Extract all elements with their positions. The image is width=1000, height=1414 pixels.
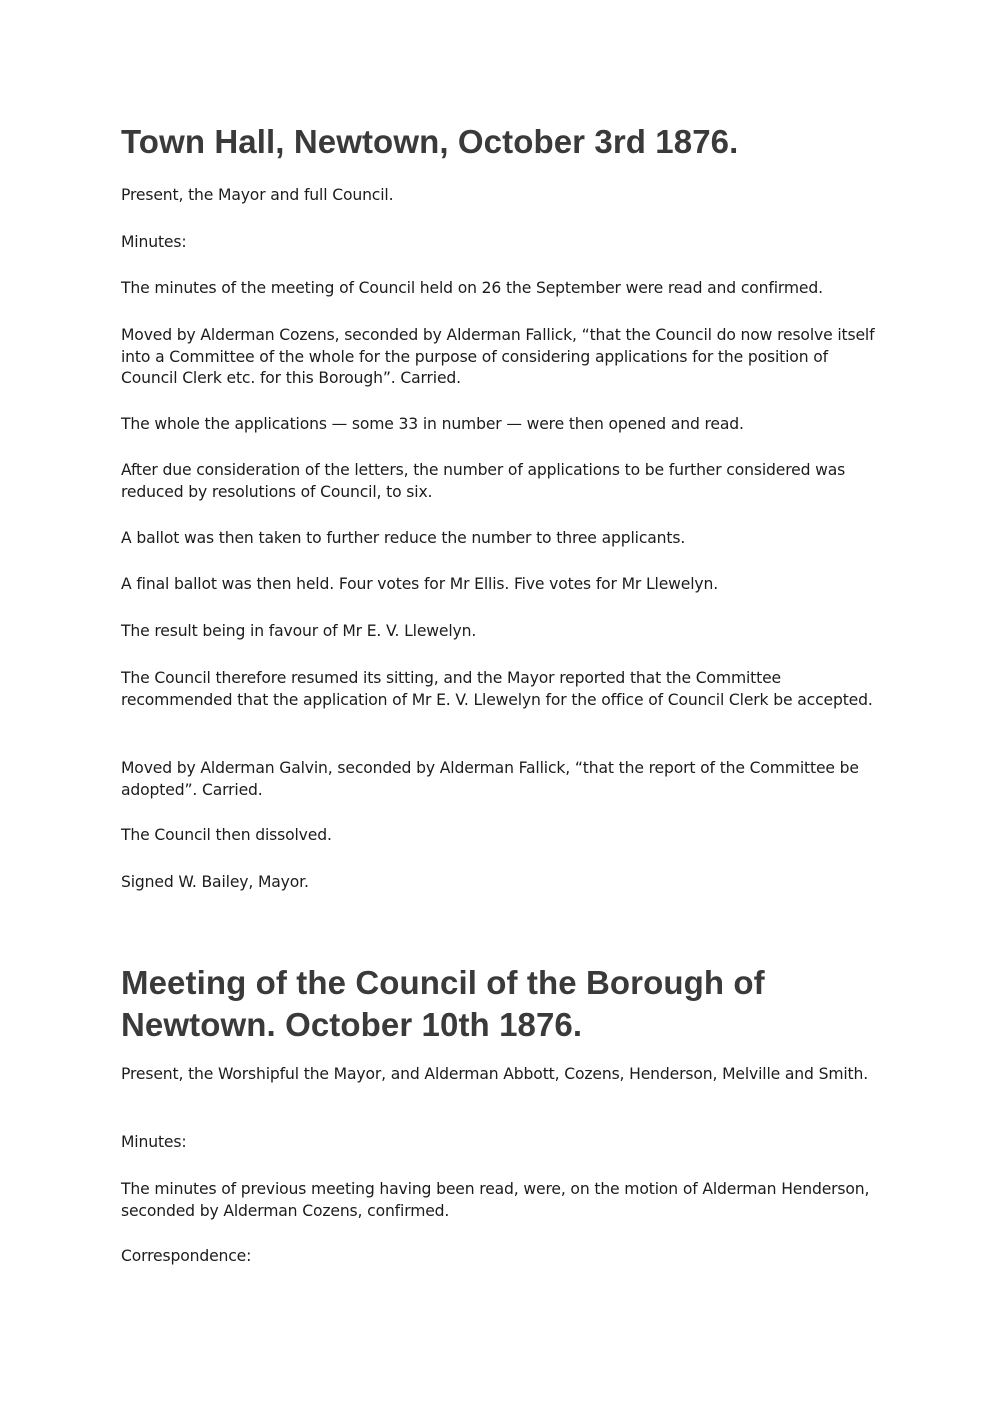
section-heading: Town Hall, Newtown, October 3rd 1876.	[121, 123, 739, 160]
paragraph-correspondence-label: Correspondence:	[121, 1247, 252, 1265]
paragraph-minutes-confirmed: The minutes of previous meeting having been read, were, on the motion of Alderman Henderson, seconded by Alderman Cozens, confirmed.	[121, 1180, 870, 1220]
section-heading: Meeting of the Council of the Borough of Newtown. October 10th 1876.	[121, 964, 765, 1043]
paragraph-council-resumed: The Council therefore resumed its sitting, and the Mayor reported that the Committee recommended that the application of Mr E. V. Llewelyn for the office of Council Clerk be accepted.	[121, 669, 873, 709]
paragraph-minutes-label: Minutes:	[121, 1133, 187, 1151]
paragraph-result: The result being in favour of Mr E. V. Llewelyn.	[121, 622, 477, 640]
paragraph-applications-read: The whole the applications — some 33 in number — were then opened and read.	[121, 415, 744, 433]
paragraph-dissolved: The Council then dissolved.	[121, 826, 332, 844]
paragraph-final-ballot: A final ballot was then held. Four votes for Mr Ellis. Five votes for Mr Llewelyn.	[121, 575, 719, 593]
paragraph-motion-committee: Moved by Alderman Cozens, seconded by Alderman Fallick, “that the Council do now resolve itself into a Committee of the whole for the purpose of considering applications for the position of Council Clerk etc. for this Borough”. Carried.	[121, 326, 875, 387]
paragraph-ballot: A ballot was then taken to further reduce the number to three applicants.	[121, 529, 686, 547]
paragraph-applications-reduced: After due consideration of the letters, the number of applications to be further considered was reduced by resolutions of Council, to six.	[121, 461, 846, 501]
paragraph-minutes-confirmed: The minutes of the meeting of Council held on 26 the September were read and confirmed.	[121, 279, 823, 297]
paragraph-motion-report: Moved by Alderman Galvin, seconded by Alderman Fallick, “that the report of the Committee be adopted”. Carried.	[121, 759, 859, 799]
paragraph-minutes-label: Minutes:	[121, 233, 187, 251]
paragraph-present: Present, the Worshipful the Mayor, and Alderman Abbott, Cozens, Henderson, Melville and Smith.	[121, 1065, 869, 1083]
paragraph-present: Present, the Mayor and full Council.	[121, 186, 394, 204]
paragraph-signature: Signed W. Bailey, Mayor.	[121, 873, 309, 891]
